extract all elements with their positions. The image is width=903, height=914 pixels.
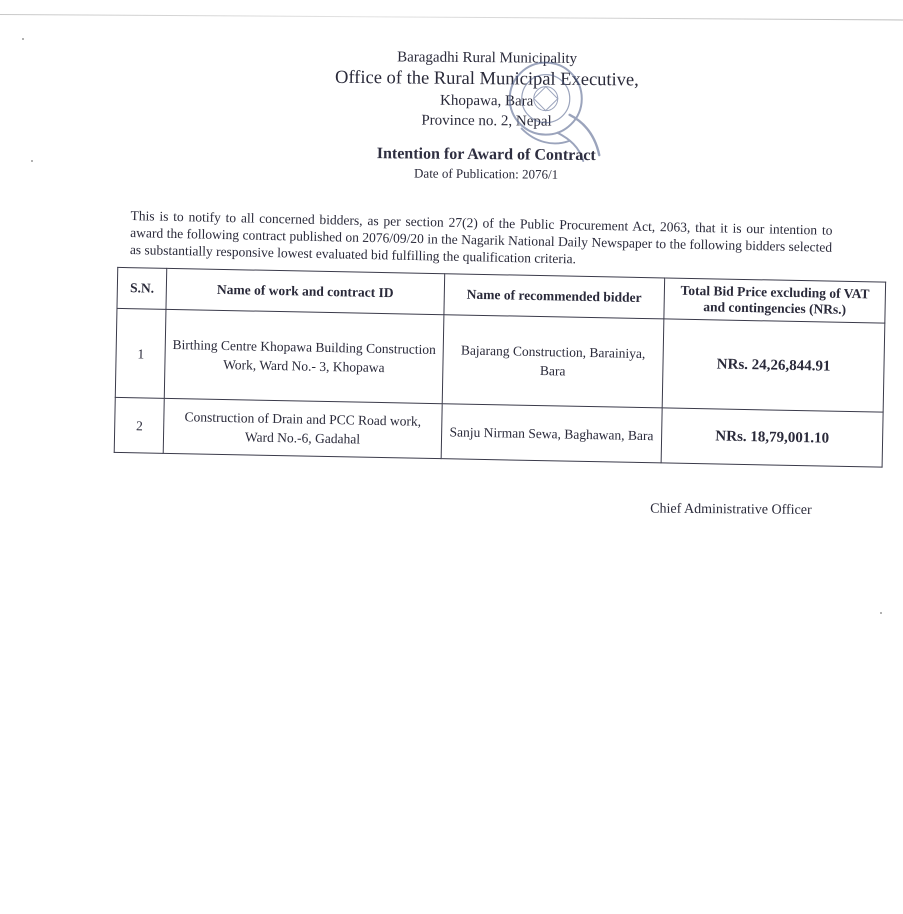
header-bidder: Name of recommended bidder [443,274,664,319]
cell-work: Construction of Drain and PCC Road work, Ward No.-6, Gadahal [164,398,442,458]
cell-bidder: Bajarang Construction, Barainiya, Bara [442,315,664,408]
header-price: Total Bid Price excluding of VAT and contingencies (NRs.) [664,278,885,323]
cell-sn: 1 [115,308,166,398]
cell-sn: 2 [114,397,164,453]
table-row [115,308,885,412]
municipality-name: Baragadhi Rural Municipality [397,49,578,67]
cell-price: NRs. 24,26,844.91 [662,319,884,412]
notice-title: Intention for Award of Contract [376,145,596,165]
header-sn: S.N. [117,267,167,309]
office-name: Office of the Rural Municipal Executive, [334,67,639,91]
publication-date: Date of Publication: 2076/1 [414,165,559,182]
signature-title: Chief Administrative Officer [650,501,812,518]
cell-price: NRs. 18,79,001.10 [661,408,883,467]
cell-bidder: Sanju Nirman Sewa, Baghawan, Bara [441,404,663,463]
award-table [114,267,886,468]
cell-work: Birthing Centre Khopawa Building Construction Work, Ward No.- 3, Khopawa [165,309,444,403]
notice-paragraph: This is to notify to all concerned bidders, as per section 27(2) of the Public Procurement Act, 2063, that it is our intention to award the following contract published on 2076/09/20 in the Nagarik National Daily Newspaper to the following bidders selected as substantially responsive lowest evaluated bid fulfilling the qualification criteria. [129,207,833,266]
header-work: Name of work and contract ID [166,268,444,314]
province-line: Province no. 2, Nepal [421,112,552,130]
letterhead [251,46,722,133]
office-location: Khopawa, Bara [440,92,534,110]
